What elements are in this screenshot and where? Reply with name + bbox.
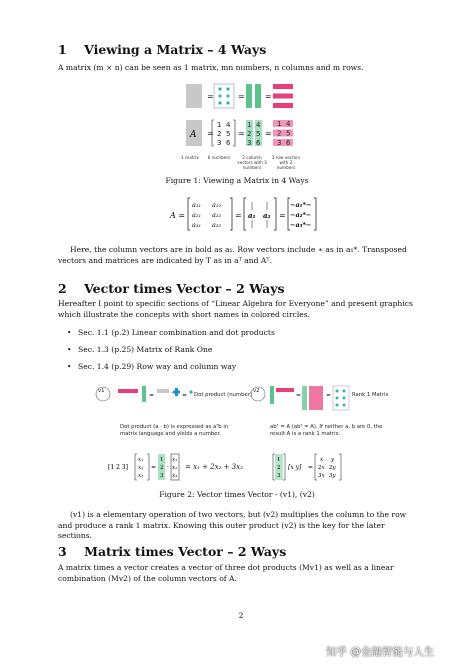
svg-text:=: = <box>182 392 188 399</box>
figure1-label-3: 2 column vectors with 3 numbers <box>237 155 267 170</box>
section2-title: Vector times Vector – 2 Ways <box>84 281 285 296</box>
svg-text:x: x <box>320 457 324 463</box>
svg-text:2x: 2x <box>318 465 325 471</box>
svg-text:a₂₂: a₂₂ <box>212 211 222 219</box>
section2-heading <box>58 281 285 296</box>
svg-text:1: 1 <box>217 121 222 129</box>
watermark: 知乎 @金融智能与人生 <box>326 646 435 658</box>
svg-text:1: 1 <box>247 121 252 129</box>
section3-number: 3 <box>58 544 67 559</box>
bullet-item: • Sec. 1.4 (p.29) Row way and column way <box>64 358 404 375</box>
bullet-item: • Sec. 1.1 (p.2) Linear combination and dot products <box>64 324 404 341</box>
svg-text:a₁₂: a₁₂ <box>212 201 222 209</box>
svg-text:=: = <box>207 92 214 101</box>
bullet-item: • Sec. 1.3 (p.25) Matrix of Rank One <box>64 341 404 358</box>
svg-text:·: · <box>167 464 169 471</box>
section2-paragraph: (v1) is a elementary operation of two vectors, but (v2) multiplies the column to the row and produce a rank 1 matrix. Knowing this outer product (v2) is the key for the later sections. <box>58 510 407 540</box>
svg-text:=: = <box>296 392 302 399</box>
section3-intro: A matrix times a vector creates a vector of three dot products (Mv1) as well as a linear combination (Mv2) of the column vectors of A. <box>58 563 394 583</box>
svg-text:=: = <box>238 129 245 138</box>
svg-text:=: = <box>279 211 286 220</box>
svg-text:3: 3 <box>277 473 281 479</box>
svg-text:A =: A = <box>170 211 186 220</box>
svg-text:[x y]: [x y] <box>288 464 302 471</box>
svg-text:=: = <box>235 211 242 220</box>
svg-text:5: 5 <box>256 130 261 138</box>
svg-text:5: 5 <box>226 130 231 138</box>
svg-text:1: 1 <box>277 120 282 128</box>
v1-formula: = x₁ + 2x₂ + 3x₃ <box>185 463 243 471</box>
svg-text:x₃: x₃ <box>138 473 144 479</box>
svg-text:3y: 3y <box>329 473 336 479</box>
svg-text:x₃: x₃ <box>172 473 178 479</box>
svg-text:=: = <box>238 92 245 101</box>
svg-text:3x: 3x <box>318 473 325 479</box>
svg-text:=: = <box>207 129 214 138</box>
v1-tag: v1 <box>98 388 105 394</box>
svg-text:4: 4 <box>256 121 261 129</box>
svg-text:=: = <box>265 129 272 138</box>
section1-title: Viewing a Matrix – 4 Ways <box>84 42 267 57</box>
svg-text:6: 6 <box>226 139 231 147</box>
svg-text:1: 1 <box>277 457 281 463</box>
svg-text:6: 6 <box>286 139 291 147</box>
svg-text:y: y <box>331 457 335 463</box>
svg-text:a₁₁: a₁₁ <box>192 201 202 209</box>
section2-number: 2 <box>58 281 67 296</box>
v2-note: abᵀ = A (abᵀ = A). If neither a, b are 0, the result A is a rank 1 matrix. <box>270 424 383 437</box>
svg-text:2: 2 <box>277 129 282 138</box>
svg-text:3: 3 <box>277 139 282 147</box>
svg-text:a₃₂: a₃₂ <box>212 221 222 229</box>
svg-text:5: 5 <box>286 129 291 138</box>
svg-text:3: 3 <box>247 139 252 147</box>
figure2-caption: Figure 2: Vector times Vector - (v1), (v2) <box>159 490 315 499</box>
svg-text:=: = <box>308 464 314 471</box>
section2-intro: Hereafter I point to specific sections of “Linear Algebra for Everyone” and present graphics which illustrate the concepts with short names in colored circles. <box>58 299 413 319</box>
section2-bullet-list <box>64 324 404 375</box>
svg-text:[1 2 3]: [1 2 3] <box>108 464 128 471</box>
page-number: 2 <box>238 611 244 620</box>
svg-text:=: = <box>326 392 332 399</box>
section1-intro: A matrix (m × n) can be seen as 1 matrix, mn numbers, n columns and m rows. <box>58 63 364 72</box>
svg-text:a₂₁: a₂₁ <box>192 211 202 219</box>
svg-text:−a₁*−: −a₁*− <box>290 201 312 209</box>
svg-text:2: 2 <box>247 130 252 138</box>
svg-text:a₁: a₁ <box>248 211 256 220</box>
svg-text:=: = <box>149 392 155 399</box>
svg-text:2: 2 <box>217 130 222 138</box>
section1-paragraph: Here, the column vectors are in bold as a₁. Row vectors include ∗ as in a₁*. Transposed vectors and matrices are indicated by T as in aᵀ and Aᵀ. <box>58 245 407 265</box>
section3-heading <box>58 544 286 559</box>
svg-text:a₃₁: a₃₁ <box>192 221 202 229</box>
svg-text:4: 4 <box>286 120 291 128</box>
svg-text:3: 3 <box>160 473 164 479</box>
figure1-label-2: 6 numbers <box>207 155 231 160</box>
v2-tag: v2 <box>253 388 260 394</box>
svg-text:3: 3 <box>217 139 222 147</box>
v2-label: Rank 1 Matrix <box>352 392 389 398</box>
svg-text:x₂: x₂ <box>138 465 144 471</box>
svg-text:=: = <box>151 464 157 471</box>
svg-text:x₁: x₁ <box>138 457 144 463</box>
figure1-label-4: 3 row vectors with 2 numbers <box>271 155 301 170</box>
svg-text:6: 6 <box>256 139 261 147</box>
svg-text:2: 2 <box>160 465 164 471</box>
gray-block <box>186 84 202 108</box>
section1-heading <box>58 42 266 57</box>
svg-text:−a₂*−: −a₂*− <box>290 211 312 219</box>
matrix-symbol-a: A <box>190 130 197 140</box>
svg-text:2y: 2y <box>329 465 336 471</box>
svg-text:1: 1 <box>160 457 164 463</box>
v1-label: Dot product (number) <box>194 392 252 398</box>
section3-title: Matrix times Vector – 2 Ways <box>84 544 287 559</box>
svg-text:x₂: x₂ <box>172 465 178 471</box>
svg-text:−a₃*−: −a₃*− <box>290 221 312 229</box>
figure1-label-1: 1 matrix <box>181 155 199 160</box>
matrix-equation <box>168 194 318 236</box>
section1-number: 1 <box>58 42 67 57</box>
v1-note: Dot product (a · b) is expressed as aᵀb in matrix language and yields a number. <box>120 424 229 437</box>
figure1-caption: Figure 1: Viewing a Matrix in 4 Ways <box>165 176 309 185</box>
svg-text:4: 4 <box>226 121 231 129</box>
svg-text:·: · <box>171 390 173 397</box>
svg-text:x₁: x₁ <box>172 457 178 463</box>
svg-text:=: = <box>265 92 272 101</box>
svg-text:a₂: a₂ <box>263 211 271 220</box>
svg-text:2: 2 <box>277 465 281 471</box>
